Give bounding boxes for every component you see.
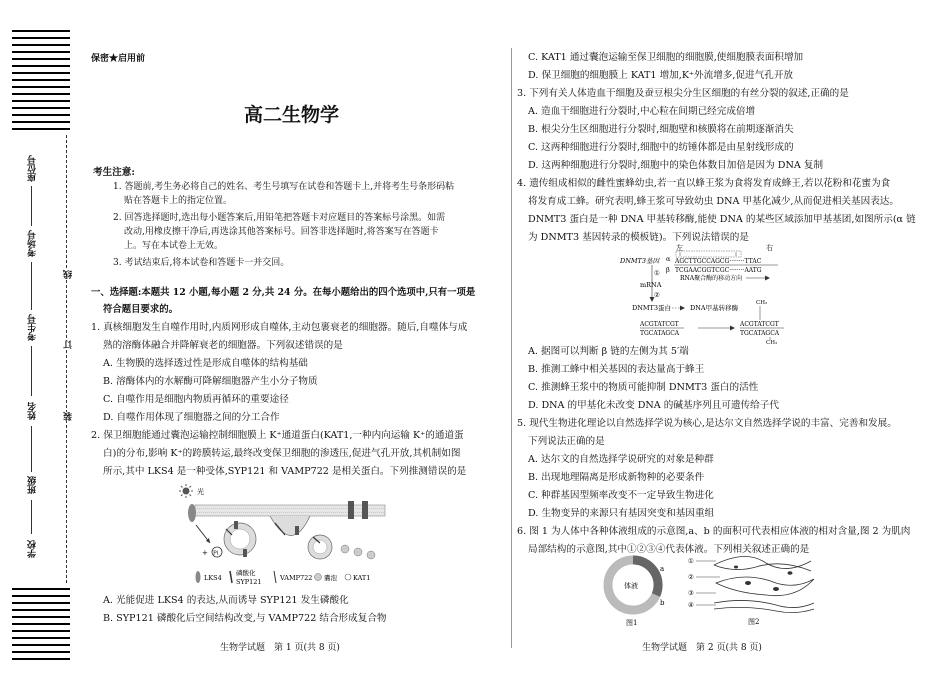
figure-1-caption: 图1 (626, 619, 638, 627)
legend-vesicle: 囊泡 (324, 574, 337, 582)
option-2d: D. 保卫细胞的细胞膜上 KAT1 增加,K⁺外流增多,促进气孔开放 (528, 70, 794, 81)
body-fluid-figure-1 (600, 555, 670, 627)
option-1b: B. 溶酶体内的水解酶可降解细胞器产生小分子物质 (103, 376, 318, 387)
legend-lks4: LKS4 (204, 574, 222, 582)
legend-syp121: SYP121 (236, 578, 262, 586)
step-1: ① (654, 269, 660, 277)
figure-2-caption: 图2 (748, 618, 760, 626)
plus-sign: + (202, 549, 208, 557)
exam-title: 高二生物学 (244, 104, 340, 126)
ch3-bottom: CH₃ (766, 340, 778, 344)
question-2-stem: 2. 保卫细胞能通过囊泡运输控制细胞膜上 K⁺通道蛋白(KAT1,一种内向运输 K⁺的通道蛋 (91, 430, 464, 441)
question-2-stem: 所示,其中 LKS4 是一种受体,SYP121 和 VAMP722 是相关蛋白。下列推测错误的是 (103, 466, 467, 477)
question-3-stem: 3. 下列有关人体造血干细胞及蚕豆根尖分生区细胞的有丝分裂的叙述,正确的是 (517, 88, 849, 99)
notice-line: 改动,用橡皮擦干净后,再选涂其他答案标号。回答非选择题时,将答案写在答题卡 (124, 227, 439, 237)
label-b: b (660, 599, 665, 607)
marker-1: ① (688, 557, 694, 565)
bind-mark-line: 线 (64, 270, 74, 279)
question-4-stem: 4. 遗传组成相似的雌性蜜蜂幼虫,若一直以蜂王浆为食将发育成蜂王,若以花粉和花蜜为食 (517, 178, 891, 189)
enzyme-label: DNA甲基转移酶 (690, 304, 739, 312)
option-5c: C. 种群基因型频率改变不一定导致生物进化 (528, 490, 714, 501)
legend-vamp-icon (274, 571, 276, 583)
notice-line: 1. 答题前,考生务必将自己的姓名、考生号填写在试卷和答题卡上,并将考生号条形码粘 (113, 182, 455, 192)
kat1-channel (362, 501, 368, 519)
name-label: 姓名 (28, 402, 38, 420)
marker-3: ③ (688, 589, 694, 597)
kat1-channel (348, 501, 354, 519)
step-2: ② (654, 291, 660, 299)
option-4c: C. 推测蜂王浆中的物质可能抑制 DNMT3 蛋白的活性 (528, 382, 759, 393)
muscle-figure-2 (686, 553, 816, 627)
exam-room-label: 考场号 (28, 230, 38, 257)
bind-mark-bind: 装 (64, 412, 74, 421)
candidate-number-label: 考生号 (28, 314, 38, 341)
option-5d: D. 生物变异的来源只有基因突变和基因重组 (528, 508, 715, 519)
option-4b: B. 推测工蜂中相关基因的表达量高于蜂王 (528, 364, 705, 375)
fluid-center-label: 体液 (624, 582, 638, 590)
bottom-sequence: TCGAACGGTCGC········AATG (675, 267, 762, 274)
question-4-stem: 为 DNMT3 基因转录的模板链)。下列说法错误的是 (528, 232, 749, 243)
option-1a: A. 生物膜的选择透过性是形成自噬体的结构基础 (103, 358, 308, 369)
question-1-stem: 熟的溶酶体融合并降解衰老的细胞器。下列叙述错误的是 (103, 340, 343, 351)
right-label: 右 (766, 244, 773, 252)
marker-2: ② (688, 573, 694, 581)
gene-label: DNMT3基因 (620, 257, 660, 265)
label-a: a (660, 565, 665, 573)
seq-after-1: ACGTATCGT (740, 321, 779, 328)
sun-icon (179, 484, 193, 498)
rna-pol-label: RNA聚合酶的移动方向 (680, 275, 743, 282)
option-1d: D. 自噬作用体现了细胞器之间的分工合作 (103, 412, 280, 423)
question-6-stem: 局部结构的示意图,其中①②③④代表体液。下列相关叙述正确的是 (528, 544, 810, 555)
school-label: 学校 (28, 540, 38, 558)
light-label: 光 (197, 488, 204, 496)
question-6-stem: 6. 图 1 为人体中各种体液组成的示意图,a、b 的面积可代表相应体液的相对含量,图 2 为肌肉 (517, 526, 911, 537)
page-1-footer: 生物学试题 第 1 页(共 8 页) (220, 643, 340, 653)
legend-vesicle-icon (315, 574, 322, 581)
bind-mark-staple: 订 (64, 340, 74, 349)
section-heading: 一、选择题:本题共 12 小题,每小题 2 分,共 24 分。在每小题给出的四个选项中,只有一项是 (91, 287, 476, 298)
option-2a: A. 光能促进 LKS4 的表达,从而诱导 SYP121 发生磷酸化 (103, 595, 349, 606)
option-4a: A. 据图可以判断 β 链的左侧为其 5′端 (528, 346, 689, 357)
legend-vamp722: VAMP722 (280, 574, 313, 582)
ch3-top: CH₃ (756, 300, 768, 306)
option-2c: C. KAT1 通过囊泡运输至保卫细胞的细胞膜,使细胞膜表面积增加 (528, 52, 804, 63)
class-label: 班级 (28, 476, 38, 494)
protein-label: DNMT3蛋白 (632, 304, 672, 312)
question-2-stem: 白)的分布,影响 K⁺的跨膜转运,最终改变保卫细胞的渗透压,促进气孔开放,其机制如图 (103, 448, 461, 459)
question-1-stem: 1. 真核细胞发生自噬作用时,内质网形成自噬体,主动包裹衰老的细胞器。随后,自噬体与成 (91, 322, 468, 333)
left-label: 左 (676, 244, 683, 252)
legend-kat1-icon (345, 574, 351, 580)
notice-line: 3. 考试结束后,将本试卷和答题卡一并交回。 (113, 258, 290, 268)
legend-phospho: 磷酸化 (236, 569, 256, 577)
option-5b: B. 出现地理隔离是形成新物种的必要条件 (528, 472, 705, 483)
mrna-label: mRNA (640, 281, 662, 289)
question-4-stem: 将发育成工蜂。研究表明,蜂王浆可导致幼虫 DNA 甲基化减少,从而促进相关基因表达。 (528, 196, 899, 207)
option-3d: D. 这两种细胞进行分裂时,细胞中的染色体数目加倍是因为 DNA 复制 (528, 160, 824, 171)
pi-label: Pi (213, 550, 219, 557)
option-2b: B. SYP121 磷酸化后空间结构改变,与 VAMP722 结合形成复合物 (103, 613, 387, 624)
legend-lks4-icon (196, 571, 201, 583)
seq-after-2: TGCATAGCA (740, 330, 780, 337)
option-1c: C. 自噬作用是细胞内物质再循环的重要途径 (103, 394, 289, 405)
notice-title: 考生注意: (93, 167, 135, 178)
option-3c: C. 这两种细胞进行分裂时,细胞中的纺锤体都是由星射线形成的 (528, 142, 794, 153)
page-divider (511, 48, 512, 648)
lks4-receptor (188, 504, 196, 522)
dnmt3-figure (618, 242, 808, 344)
notice-line: 2. 回答选择题时,选出每小题答案后,用铅笔把答题卡对应题目的答案标号涂黑。如需 (113, 213, 446, 223)
seq-before-1: ACGTATCGT (640, 321, 679, 328)
beta-label: β (666, 266, 670, 274)
notice-line: 贴在答题卡上的指定位置。 (124, 196, 233, 206)
notice-line: 上。写在本试卷上无效。 (124, 241, 224, 251)
question-4-stem: DNMT3 蛋白是一种 DNA 甲基转移酶,能使 DNA 的某些区域添加甲基基团,如图所示(α 链 (528, 214, 916, 225)
seq-before-2: TGCATAGCA (640, 330, 680, 337)
option-3b: B. 根尖分生区细胞进行分裂时,细胞壁和核膜将在前期逐渐消失 (528, 124, 794, 135)
legend-kat1: KAT1 (353, 574, 371, 582)
legend-phospho-icon (230, 571, 232, 583)
secret-label: 保密★启用前 (91, 54, 146, 64)
seat-number-label: 座位号 (28, 155, 38, 182)
marker-4: ④ (688, 601, 694, 609)
guard-cell-figure (170, 483, 420, 588)
question-5-stem: 5. 现代生物进化理论以自然选择学说为核心,是达尔文自然选择学说的丰富、完善和发展。 (517, 418, 897, 429)
alpha-label: α (666, 255, 671, 263)
option-3a: A. 造血干细胞进行分裂时,中心粒在间期已经完成倍增 (528, 106, 756, 117)
option-4d: D. DNA 的甲基化未改变 DNA 的碱基序列且可遗传给子代 (528, 400, 779, 411)
question-5-stem: 下列说法正确的是 (528, 436, 605, 447)
top-sequence: AGCTTGCCAGCG········TTAC (675, 258, 762, 265)
option-5a: A. 达尔文的自然选择学说研究的对象是种群 (528, 454, 714, 465)
section-heading-cont: 符合题目要求的。 (103, 304, 179, 315)
page-2-footer: 生物学试题 第 2 页(共 8 页) (642, 643, 762, 653)
